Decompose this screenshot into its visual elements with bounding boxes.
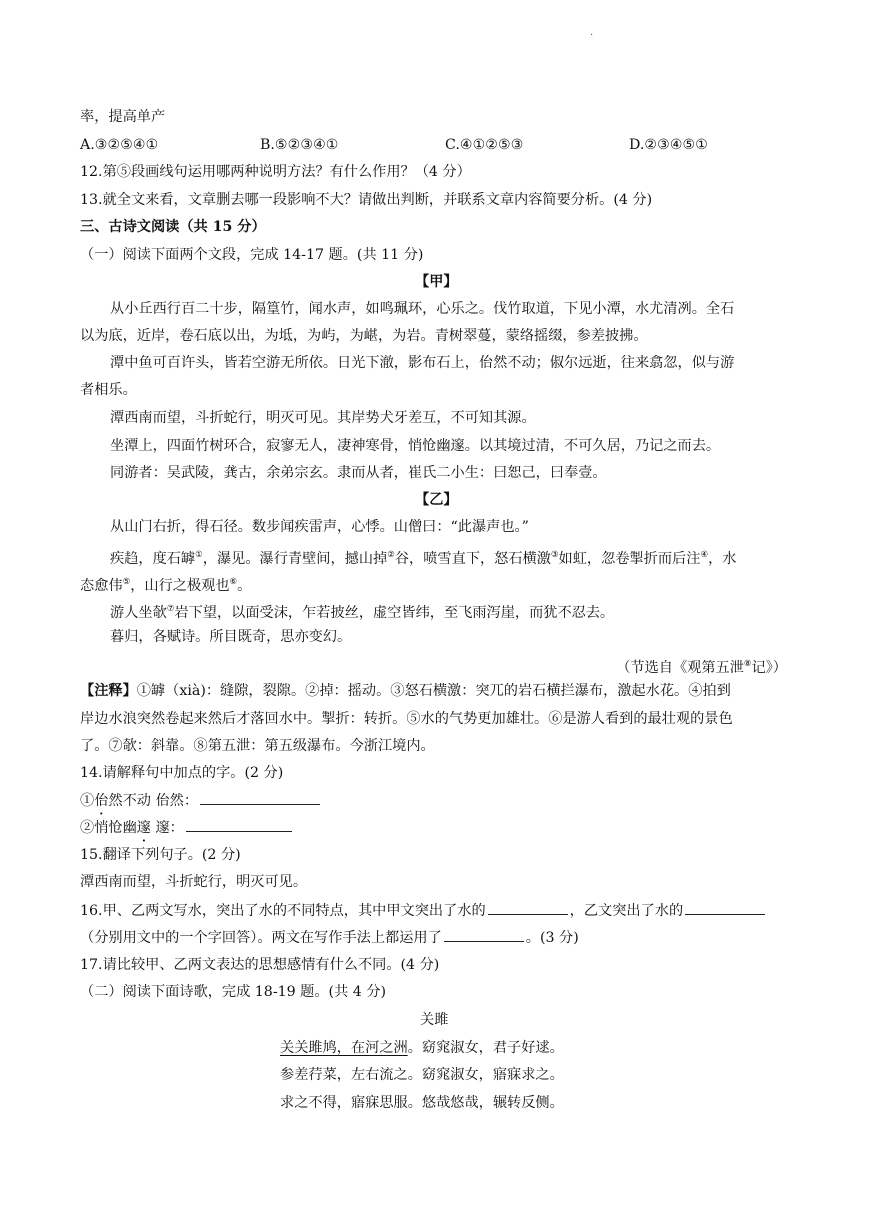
jia-p2-line2: 者相乐。 <box>80 382 137 398</box>
q11-option-b: B.⑤②③④① <box>260 137 339 153</box>
q14-item1-answer-blank[interactable] <box>200 790 320 805</box>
yi-p2-seg5: ，水 <box>708 551 737 567</box>
yi-source-seg2: 记》） <box>751 660 787 676</box>
q14-stem: 14.请解释句中加点的字。(2 分) <box>80 765 284 781</box>
jia-p1-line2: 以为底，近岸，卷石底以出，为坻，为屿，为嵁，为岩。青树翠蔓，蒙络摇缀，参差披拂。 <box>80 328 648 344</box>
q14-item1-dotted-char: 佁 <box>94 793 109 809</box>
yi-p2-line1 <box>110 545 736 569</box>
q16-blank-2[interactable] <box>685 900 765 915</box>
jia-p4: 坐潭上，四面竹树环合，寂寥无人，凄神寒骨，悄怆幽邃。以其境过清，不可久居，乃记之而去。 <box>110 438 721 454</box>
q17: 17.请比较甲、乙两文表达的思想感情有什么不同。(4 分) <box>80 957 440 973</box>
q14-item1-pre: ① <box>80 793 95 809</box>
q16-seg4: 。(3 分) <box>525 930 579 946</box>
yi-p2b-seg2: ，山行之极观也 <box>130 578 230 594</box>
jia-title: 【甲】 <box>415 274 458 290</box>
note-ref-4: ④ <box>700 550 709 560</box>
q14-item2 <box>80 817 294 838</box>
notes-label: 【注释】 <box>80 683 137 699</box>
top-mark: · <box>590 30 594 41</box>
jia-p3: 潭西南而望，斗折蛇行，明灭可见。其岸势犬牙差互，不可知其源。 <box>110 410 536 426</box>
yi-p1: 从山门右折，得石径。数步闻疾雷声，心悸。山僧曰：“此瀑声也。” <box>110 519 529 535</box>
q14-item1 <box>80 790 322 811</box>
jia-p2-line1: 潭中鱼可百许头，皆若空游无所依。日光下澈，影布石上，佁然不动；俶尔远逝，往来翕忽，似与游 <box>110 355 735 371</box>
q15-stem: 15.翻译下列句子。(2 分) <box>80 847 241 863</box>
q11-option-c: C.④①②⑤③ <box>445 137 524 153</box>
q16-line2 <box>80 927 579 948</box>
q14-item2-dotted-char: 邃 <box>136 820 151 836</box>
poem-line1-rest: 。窈窕淑女，君子好逑。 <box>407 1040 564 1056</box>
q16-seg2: ，乙文突出了水的 <box>569 903 684 919</box>
notes-text-1: ①罅（xià)：缝隙，裂隙。②掉：摇动。③怒石横激：突兀的岩石横拦瀑布，激起水花。④拍到 <box>136 683 731 699</box>
q16-seg3: （分别用文中的一个字回答）。两文在写作手法上都运用了 <box>80 930 442 946</box>
q14-item2-mid: 邃： <box>150 820 184 836</box>
poem-line2: 参差荇菜，左右流之。窈窕淑女，寤寐求之。 <box>280 1067 564 1083</box>
yi-p2-seg1: 疾趋，度石罅 <box>110 551 196 567</box>
q16-blank-1[interactable] <box>488 900 568 915</box>
yi-title: 【乙】 <box>415 492 458 508</box>
notes-line2: 岸边水浪突然卷起来然后才落回水中。掣折：转折。⑤水的气势更加雄壮。⑥是游人看到的最壮观的景色 <box>80 711 733 727</box>
yi-p2b-seg1: 态愈伟 <box>80 578 123 594</box>
part2-intro: （二）阅读下面诗歌，完成 18-19 题。(共 4 分) <box>80 984 387 1000</box>
note-ref-3: ③ <box>550 550 559 560</box>
yi-source-seg1: （节选自《观第五泄 <box>616 660 744 676</box>
yi-p2b-seg3: 。 <box>237 578 252 594</box>
jia-p5: 同游者：吴武陵，龚古，余弟宗玄。隶而从者，崔氏二小生：曰恕己，曰奉壹。 <box>110 465 607 481</box>
yi-p3-seg2: 岩下望，以面受沫，乍若披丝，虚空皆纬，至飞雨泻崖，而犹不忍去。 <box>174 605 615 621</box>
q16-line1 <box>80 900 767 921</box>
q16-seg1: 16.甲、乙两文写水，突出了水的不同特点，其中甲文突出了水的 <box>80 903 486 919</box>
note-ref-5: ⑤ <box>122 577 131 587</box>
q16-blank-3[interactable] <box>444 927 524 942</box>
note-ref-2: ② <box>387 550 395 560</box>
notes-line3: 了。⑦欹：斜靠。⑧第五泄：第五级瀑布。今浙江境内。 <box>80 738 435 754</box>
q14-item2-answer-blank[interactable] <box>186 817 292 832</box>
q15-sentence: 潭西南而望，斗折蛇行，明灭可见。 <box>80 874 308 890</box>
yi-p2-seg4: 如虹，忽卷掣折而后注 <box>558 551 701 567</box>
yi-p2-seg3: 谷，喷雪直下，怒石横激 <box>394 551 551 567</box>
note-ref-6: ⑥ <box>229 577 238 587</box>
yi-p2-line2 <box>80 572 251 596</box>
q14-item2-pre: ②悄怆幽 <box>80 820 137 836</box>
part1-intro: （一）阅读下面两个文段，完成 14-17 题。(共 11 分) <box>80 247 424 263</box>
yi-p4: 暮归，各赋诗。所目既奇，思亦变幻。 <box>110 629 352 645</box>
poem-title: 关雎 <box>420 1012 449 1028</box>
q11-tail: 率，提高单产 <box>80 109 166 125</box>
poem-line1-underlined: 关关雎鸠，在河之洲 <box>280 1040 408 1056</box>
yi-p2-seg2: ，瀑见。瀑行青壁间，撼山掉 <box>202 551 388 567</box>
note-ref-1: ① <box>195 550 203 560</box>
section3-title: 三、古诗文阅读（共 15 分） <box>80 219 266 235</box>
q11-option-d: D.②③④⑤① <box>629 137 708 153</box>
yi-source <box>616 654 787 678</box>
yi-p3-seg1: 游人坐欹 <box>110 605 167 621</box>
poem-line1 <box>280 1038 564 1058</box>
q12: 12.第⑤段画线句运用哪两种说明方法？有什么作用？（4 分） <box>80 164 471 180</box>
note-ref-7: ⑦ <box>166 604 175 614</box>
poem-line3: 求之不得，寤寐思服。悠哉悠哉，辗转反侧。 <box>280 1095 564 1111</box>
jia-p1-line1: 从小丘西行百二十步，隔篁竹，闻水声，如鸣珮环，心乐之。伐竹取道，下见小潭，水尤清冽。全石 <box>110 301 735 317</box>
q13: 13.就全文来看，文章删去哪一段影响不大？请做出判断，并联系文章内容简要分析。(4 分) <box>80 192 653 208</box>
yi-p3 <box>110 599 614 623</box>
q11-option-a: A.③②⑤④① <box>80 137 159 153</box>
q14-item1-mid: 然不动 佁然： <box>108 793 199 809</box>
notes-line1 <box>80 681 731 701</box>
note-ref-8: ⑧ <box>743 659 752 669</box>
